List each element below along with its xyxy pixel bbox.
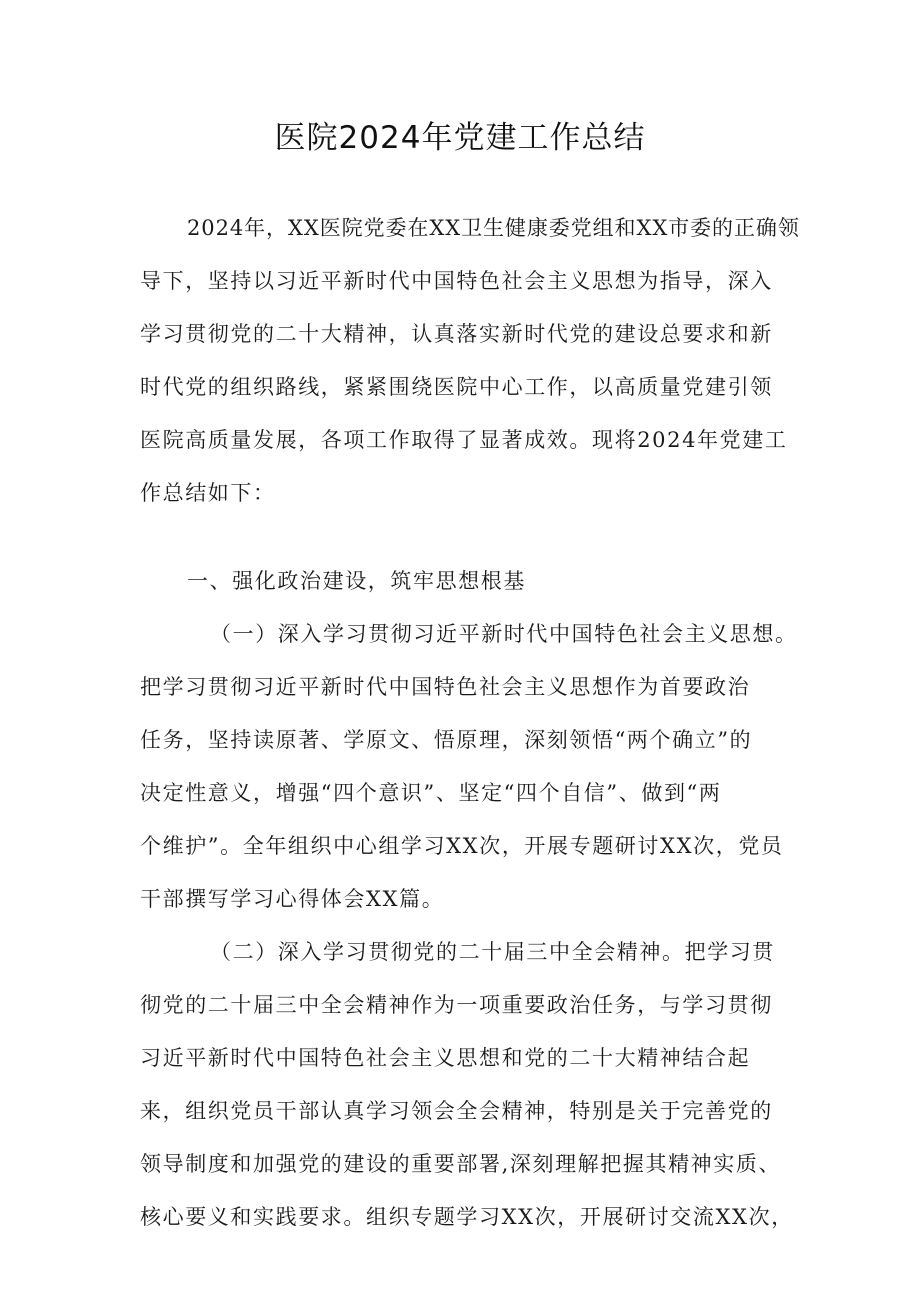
subsection-1-line: 干部撰写学习心得体会XX篇。	[140, 887, 445, 911]
intro-line: 医院高质量发展，各项工作取得了显著成效。现将2024年党建工	[140, 428, 788, 452]
section-heading: 一、强化政治建设，筑牢思想根基	[187, 569, 526, 593]
intro-line: 2024年，XX医院党委在XX卫生健康委党组和XX市委的正确领	[187, 216, 800, 240]
subsection-1-line: 决定性意义，增强“四个意识”、坚定“四个自信”、做到“两	[140, 781, 722, 805]
subsection-2-line: 核心要义和实践要求。组织专题学习XX次，开展研讨交流XX次，	[140, 1205, 794, 1229]
subsection-2-line: 彻党的二十届三中全会精神作为一项重要政治任务，与学习贯彻	[140, 993, 773, 1017]
subsection-1-line: 任务，坚持读原著、学原文、悟原理，深刻领悟“两个确立”的	[140, 728, 753, 752]
intro-line: 学习贯彻党的二十大精神，认真落实新时代党的建设总要求和新	[140, 322, 773, 346]
document-title: 医院2024年党建工作总结	[274, 120, 646, 156]
subsection-1-line: 个维护”。全年组织中心组学习XX次，开展专题研讨XX次，党员	[140, 834, 784, 858]
intro-line: 时代党的组织路线，紧紧围绕医院中心工作，以高质量党建引领	[140, 375, 773, 399]
subsection-2-line: 来，组织党员干部认真学习领会全会精神，特别是关于完善党的	[140, 1099, 773, 1123]
subsection-2-line: 领导制度和加强党的建设的重要部署,深刻理解把握其精神实质、	[140, 1152, 782, 1176]
subsection-1-line: 把学习贯彻习近平新时代中国特色社会主义思想作为首要政治	[140, 675, 751, 699]
subsection-2-line: （二）深入学习贯彻党的二十届三中全会精神。把学习贯	[210, 940, 775, 964]
intro-line: 导下，坚持以习近平新时代中国特色社会主义思想为指导，深入	[140, 269, 773, 293]
intro-line: 作总结如下：	[140, 481, 276, 505]
subsection-2-line: 习近平新时代中国特色社会主义思想和党的二十大精神结合起	[140, 1046, 751, 1070]
subsection-1-line: （一）深入学习贯彻习近平新时代中国特色社会主义思想。	[210, 622, 798, 646]
